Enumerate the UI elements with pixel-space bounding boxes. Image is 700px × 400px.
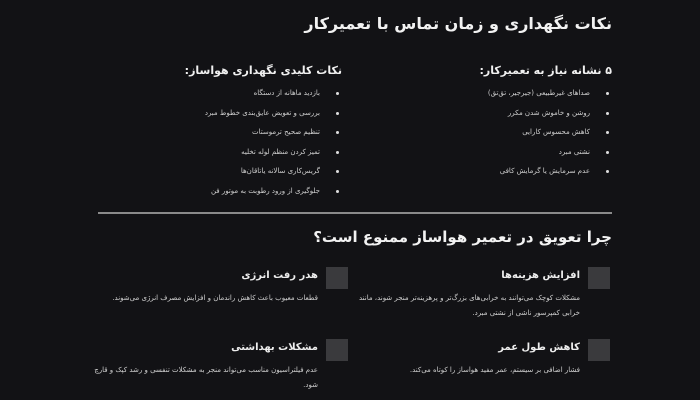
signs-heading: ۵ نشانه نیاز به تعمیرکار: bbox=[479, 64, 612, 77]
signs-list bbox=[488, 84, 612, 182]
section-divider bbox=[98, 212, 612, 214]
card-text: قطعات معیوب باعث کاهش راندمان و افزایش مصرف انرژی می‌شوند. bbox=[112, 294, 318, 302]
bullet-icon bbox=[606, 131, 609, 134]
card-title: افزایش هزینه‌ها bbox=[501, 270, 580, 281]
card-title: هدر رفت انرژی bbox=[241, 270, 318, 281]
bullet-icon bbox=[336, 190, 339, 193]
list-item-text: بازدید ماهانه از دستگاه bbox=[253, 89, 320, 97]
list-item bbox=[205, 182, 342, 202]
list-item bbox=[205, 104, 342, 124]
tips-list bbox=[205, 84, 342, 201]
bullet-icon bbox=[336, 170, 339, 173]
bullet-icon bbox=[336, 131, 339, 134]
list-item bbox=[488, 123, 612, 143]
bullet-icon bbox=[606, 170, 609, 173]
list-item-text: بررسی و تعویض عایق‌بندی خطوط مبرد bbox=[204, 108, 320, 117]
bullet-icon bbox=[606, 112, 609, 115]
health-icon bbox=[326, 339, 348, 361]
list-item-text: عدم سرمایش یا گرمایش کافی bbox=[499, 167, 590, 175]
list-item bbox=[488, 143, 612, 163]
list-item bbox=[488, 104, 612, 124]
list-item-text: جلوگیری از ورود رطوبت به موتور فن bbox=[210, 186, 320, 195]
lifespan-icon bbox=[588, 339, 610, 361]
cost-icon bbox=[588, 267, 610, 289]
energy-icon bbox=[326, 267, 348, 289]
card-text: عدم فیلتراسیون مناسب می‌تواند منجر به مشکلات تنفسی و رشد کپک و قارچ شود. bbox=[94, 366, 318, 389]
list-item bbox=[205, 123, 342, 143]
bullet-icon bbox=[336, 112, 339, 115]
why-heading: چرا تعویق در تعمیر هواساز ممنوع است؟ bbox=[313, 228, 612, 246]
card-title: کاهش طول عمر bbox=[498, 342, 580, 353]
list-item bbox=[205, 84, 342, 104]
tips-heading: نکات کلیدی نگهداری هواساز: bbox=[184, 64, 342, 77]
card-title: مشکلات بهداشتی bbox=[231, 342, 318, 353]
list-item-text: نشتی مبرد bbox=[558, 147, 590, 156]
bullet-icon bbox=[336, 151, 339, 154]
list-item-text: کاهش محسوس کارایی bbox=[522, 128, 590, 136]
page-title: نکات نگهداری و زمان تماس با تعمیرکار bbox=[304, 14, 612, 33]
bullet-icon bbox=[336, 92, 339, 95]
list-item-text: تمیز کردن منظم لوله تخلیه bbox=[241, 147, 320, 156]
bullet-icon bbox=[606, 151, 609, 154]
list-item-text: تنظیم صحیح ترموستات bbox=[252, 128, 320, 136]
list-item bbox=[205, 162, 342, 182]
list-item bbox=[205, 143, 342, 163]
list-item bbox=[488, 84, 612, 104]
list-item bbox=[488, 162, 612, 182]
list-item-text: گریس‌کاری سالانه یاتاقان‌ها bbox=[240, 167, 320, 175]
card-text: مشکلات کوچک می‌توانند به خرابی‌های بزرگ‌تر و پرهزینه‌تر منجر شوند، مانند خرابی کمپرسور ناشی از نشتی مبرد. bbox=[358, 294, 580, 317]
list-item-text: صداهای غیرطبیعی (جیرجیر، تق‌تق) bbox=[487, 89, 590, 97]
card-text: فشار اضافی بر سیستم، عمر مفید هواساز را کوتاه می‌کند. bbox=[409, 366, 580, 374]
bullet-icon bbox=[606, 92, 609, 95]
list-item-text: روشن و خاموش شدن مکرر bbox=[507, 108, 590, 117]
